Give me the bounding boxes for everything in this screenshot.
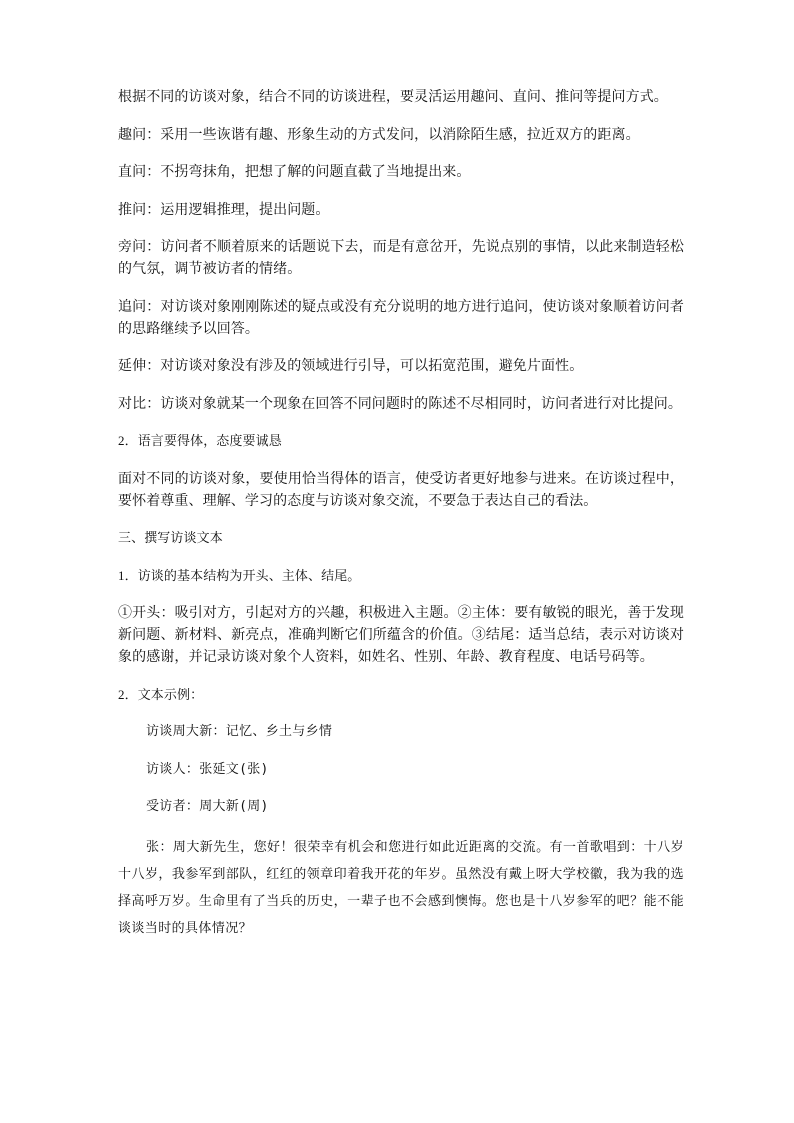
intro-paragraph: 根据不同的访谈对象，结合不同的访谈进程，要灵活运用趣问、直问、推问等提问方式。: [118, 89, 668, 105]
structure-paragraph: ①开头：吸引对方，引起对方的兴趣，积极进入主题。②主体：要有敏锐的眼光，善于发现新问题、新材料、新亮点，准确判断它们所蕴含的价值。③结尾：适当总结，表示对访谈对象的感谢，并记录访谈对象个人资料，如姓名、性别、年龄、教育程度、电话号码等。: [118, 605, 684, 665]
language-paragraph: 面对不同的访谈对象，要使用恰当得体的语言，使受访者更好地参与进来。在访谈过程中，要怀着尊重、理解、学习的态度与访谈对象交流，不要急于表达自己的看法。: [118, 470, 684, 509]
pangwen-paragraph: 旁问：访问者不顺着原来的话题说下去，而是有意岔开，先说点别的事情，以此来制造轻松的气氛，调节被访者的情绪。: [118, 239, 684, 277]
example-interviewee: 受访者：周大新(周): [146, 799, 269, 814]
zhiwen-paragraph: 直问：不拐弯抹角，把想了解的问题直截了当地提出来。: [118, 164, 471, 180]
structure-heading: 1．访谈的基本结构为开头、主体、结尾。: [118, 567, 361, 583]
yanshen-paragraph: 延伸：对访谈对象没有涉及的领域进行引导，可以拓宽范围，避免片面性。: [118, 358, 584, 374]
zhuiwen-paragraph: 追问：对访谈对象刚刚陈述的疑点或没有充分说明的地方进行追问，使访谈对象顺着访问者的思路继续予以回答。: [118, 298, 684, 337]
duibi-paragraph: 对比：访谈对象就某一个现象在回答不同问题时的陈述不尽相同时，访问者进行对比提问。: [118, 395, 682, 412]
language-heading: 2．语言要得体，态度要诚恳: [118, 433, 282, 448]
section-heading: 三、撰写访谈文本: [118, 530, 223, 545]
example-heading: 2．文本示例：: [118, 686, 204, 702]
example-interviewer: 访谈人：张延文(张): [146, 761, 269, 777]
quwen-paragraph: 趣问：采用一些诙谐有趣、形象生动的方式发问，以消除陌生感，拉近双方的距离。: [118, 126, 640, 143]
example-dialogue: 张：周大新先生，您好！很荣幸有机会和您进行如此近距离的交流。有一首歌唱到：十八岁十八岁，我参军到部队，红红的领章印着我开花的年岁。虽然没有戴上呀大学校徽，我为我的选择高呼万岁。生命里有了当兵的历史，一辈子也不会感到懊悔。您也是十八岁参军的吧？能不能谈谈当时的具体情况？: [118, 839, 684, 936]
document-page: [118, 86, 684, 942]
example-title: 访谈周大新：记忆、乡土与乡情: [146, 724, 333, 739]
tuiwen-paragraph: 推问：运用逻辑推理，提出问题。: [118, 201, 330, 218]
